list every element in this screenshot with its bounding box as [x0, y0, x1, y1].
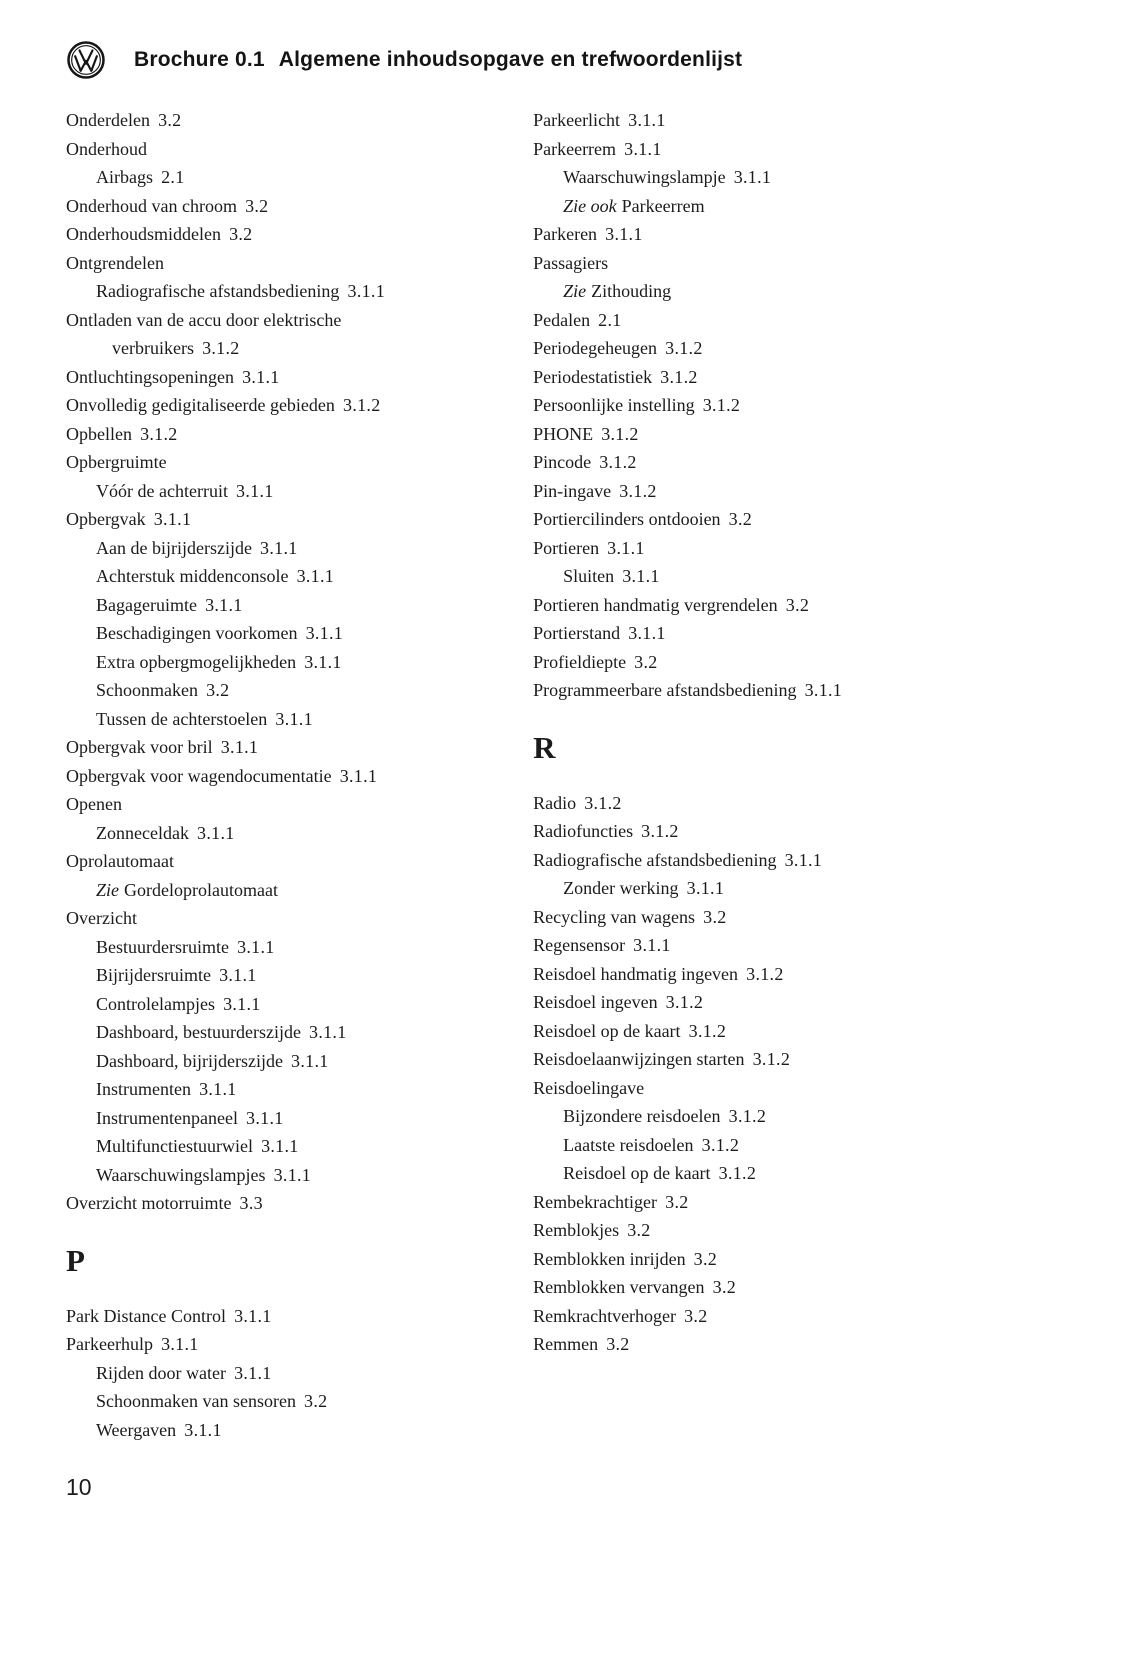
entry-term: Bestuurdersruimte [96, 936, 229, 957]
section-letter: R [533, 729, 556, 765]
entry-term: Laatste reisdoelen [563, 1134, 694, 1155]
entry-section-ref: 3.1.1 [607, 537, 645, 558]
index-entry [66, 363, 531, 392]
entry-section-ref: 3.1.1 [347, 281, 386, 301]
entry-section-ref: 3.1.1 [628, 110, 666, 130]
entry-section-ref: 3.3 [239, 1193, 263, 1213]
vw-logo-icon [66, 40, 106, 80]
entry-term: Ontladen van de accu door elektrische [66, 309, 342, 330]
index-entry [66, 619, 531, 648]
entry-section-ref: 3.1.1 [220, 737, 259, 757]
entry-term: Reisdoel op de kaart [563, 1163, 711, 1183]
index-entry [66, 1047, 531, 1076]
index-entry [66, 847, 531, 876]
entry-term: Remblokjes [533, 1220, 620, 1240]
entry-section-ref: 3.1.1 [605, 224, 643, 244]
entry-term: Portieren handmatig vergrendelen [533, 594, 778, 615]
index-entry [66, 648, 531, 677]
entry-section-ref: 3.2 [728, 509, 753, 529]
index-entry [66, 277, 531, 306]
index-entry [66, 1132, 531, 1161]
entry-section-ref: 3.2 [634, 651, 658, 672]
entry-section-ref: 3.1.1 [339, 765, 378, 786]
entry-term: Overzicht motorruimte [66, 1193, 232, 1213]
entry-term: Sluiten [563, 566, 615, 586]
entry-term: Zonder werking [563, 878, 679, 898]
entry-term: Ontgrendelen [66, 252, 164, 273]
entry-section-ref: 3.2 [304, 1391, 328, 1411]
index-entry [533, 1017, 1092, 1046]
entry-term: Periodegeheugen [533, 338, 658, 358]
entry-term: Gordeloprolautomaat [124, 879, 278, 900]
entry-term: Radiografische afstandsbediening [533, 849, 777, 870]
entry-term: Waarschuwingslampje [563, 167, 726, 187]
index-entry [533, 1102, 1092, 1131]
index-entry [66, 790, 531, 819]
entry-section-ref: 3.1.1 [275, 708, 313, 729]
entry-term: Parkeerlicht [533, 110, 621, 130]
entry-term: Rijden door water [96, 1362, 226, 1383]
entry-section-ref: 3.2 [693, 1248, 718, 1269]
entry-term: Remkrachtverhoger [533, 1305, 677, 1326]
entry-term: Reisdoel handmatig ingeven [533, 963, 739, 984]
index-entry [66, 220, 531, 249]
entry-section-ref: 3.1.2 [601, 423, 639, 444]
entry-term: Pin-ingave [533, 480, 612, 501]
entry-section-ref: 3.1.1 [304, 651, 342, 672]
entry-term: Tussen de achterstoelen [96, 708, 268, 729]
entry-term: Schoonmaken van sensoren [96, 1391, 296, 1411]
entry-section-ref: 3.1.1 [309, 1022, 347, 1042]
entry-term: Controlelampjes [96, 993, 215, 1014]
index-entry [533, 960, 1092, 989]
entry-section-ref: 3.1.1 [223, 993, 261, 1014]
entry-term: Instrumenten [96, 1079, 191, 1099]
entry-section-ref: 3.1.2 [140, 423, 178, 444]
entry-term: Park Distance Control [66, 1305, 226, 1326]
entry-term: Pedalen [533, 309, 591, 330]
entry-section-ref: 3.1.1 [153, 509, 192, 529]
entry-term: Recycling van wagens [533, 906, 696, 927]
index-entry [533, 505, 1092, 534]
entry-term: Onderhoud [66, 138, 147, 159]
entry-term: Parkeren [533, 224, 598, 244]
cross-reference-prefix: Zie [96, 879, 120, 900]
index-entry [533, 534, 1092, 563]
index-entry [66, 334, 531, 363]
entry-section-ref: 3.1.2 [701, 1134, 740, 1155]
entry-term: Vóór de achterruit [96, 480, 228, 501]
entry-section-ref: 3.1.1 [242, 366, 280, 387]
entry-term: Beschadigingen voorkomen [96, 623, 298, 643]
entry-term: Remmen [533, 1334, 599, 1354]
entry-section-ref: 3.1.1 [273, 1164, 312, 1185]
index-entry [533, 591, 1092, 620]
entry-term: Parkeerrem [621, 195, 705, 216]
page-header [66, 40, 1082, 80]
entry-term: Onderdelen [66, 110, 150, 130]
index-entry [66, 676, 531, 705]
entry-term: Weergaven [96, 1419, 177, 1440]
entry-term: Achterstuk middenconsole [96, 566, 289, 586]
index-entry [533, 562, 1092, 591]
index-entry [66, 961, 531, 990]
index-entry [66, 192, 531, 221]
entry-section-ref: 3.1.1 [205, 594, 243, 615]
index-entry [533, 1245, 1092, 1274]
index-entry [66, 591, 531, 620]
entry-term: Dashboard, bijrijderszijde [96, 1050, 283, 1071]
entry-section-ref: 3.1.1 [291, 1050, 329, 1071]
cross-reference-prefix: Zie [563, 281, 587, 301]
index-entry [533, 192, 1092, 221]
index-entry [66, 819, 531, 848]
index-entry [66, 477, 531, 506]
entry-section-ref: 3.1.1 [624, 138, 662, 159]
entry-section-ref: 3.1.2 [599, 452, 637, 472]
entry-section-ref: 3.2 [665, 1191, 689, 1212]
index-entry [533, 846, 1092, 875]
entry-term: Opbergvak voor wagendocumentatie [66, 765, 332, 786]
entry-term: Openen [66, 794, 122, 814]
entry-section-ref: 3.1.1 [804, 680, 843, 700]
index-entry [66, 106, 531, 135]
index-entry [533, 1216, 1092, 1245]
entry-section-ref: 3.1.2 [660, 366, 698, 387]
entry-term: verbruikers [112, 338, 194, 358]
index-entry [66, 163, 531, 192]
entry-section-ref: 3.1.1 [184, 1419, 222, 1440]
entry-term: Periodestatistiek [533, 366, 653, 387]
entry-term: Aan de bijrijderszijde [96, 537, 252, 558]
entry-section-ref: 3.1.2 [343, 395, 381, 415]
entry-section-ref: 3.2 [627, 1220, 651, 1240]
entry-section-ref: 3.1.2 [718, 1163, 757, 1183]
index-column-right [533, 106, 1092, 1444]
index-entry [66, 1330, 531, 1359]
entry-term: Portieren [533, 537, 600, 558]
index-entry [533, 648, 1092, 677]
entry-section-ref: 3.2 [229, 224, 253, 244]
entry-term: Programmeerbare afstandsbediening [533, 680, 797, 700]
entry-section-ref: 3.1.2 [665, 992, 704, 1012]
entry-term: Waarschuwingslampjes [96, 1164, 266, 1185]
index-column-left [66, 106, 531, 1444]
entry-section-ref: 3.1.2 [619, 480, 657, 501]
entry-term: Parkeerhulp [66, 1334, 153, 1354]
index-entry [533, 334, 1092, 363]
entry-section-ref: 3.1.1 [234, 1305, 272, 1326]
entry-term: Overzicht [66, 908, 137, 928]
entry-term: Instrumentenpaneel [96, 1107, 238, 1128]
entry-term: Oprolautomaat [66, 851, 174, 871]
index-entry [533, 249, 1092, 278]
entry-term: PHONE [533, 423, 594, 444]
entry-section-ref: 3.1.1 [633, 935, 671, 955]
document-title: Algemene inhoudsopgave en trefwoordenlijst [278, 48, 743, 71]
index-entry [66, 1189, 531, 1218]
index-entry [66, 391, 531, 420]
entry-term: Opbergruimte [66, 452, 167, 472]
index-entry [533, 1074, 1092, 1103]
page-title [134, 48, 742, 72]
section-letter: P [66, 1242, 85, 1278]
entry-section-ref: 3.1.1 [305, 623, 344, 643]
entry-term: Portiercilinders ontdooien [533, 509, 721, 529]
index-entry [66, 990, 531, 1019]
entry-term: Ontluchtingsopeningen [66, 366, 234, 387]
entry-section-ref: 3.1.1 [197, 822, 235, 843]
index-entry [533, 619, 1092, 648]
entry-term: Airbags [96, 167, 153, 187]
index-entry [533, 1273, 1092, 1302]
entry-section-ref: 3.2 [206, 680, 230, 700]
entry-term: Schoonmaken [96, 680, 198, 700]
index-entry [533, 1188, 1092, 1217]
entry-section-ref: 3.1.2 [702, 395, 741, 415]
entry-term: Onderhoudsmiddelen [66, 224, 221, 244]
index-entry [66, 534, 531, 563]
index-entry [533, 306, 1092, 335]
entry-section-ref: 3.1.2 [202, 338, 240, 358]
index-entry [533, 1045, 1092, 1074]
entry-term: Parkeerrem [533, 138, 617, 159]
entry-section-ref: 3.1.1 [784, 849, 823, 870]
entry-term: Extra opbergmogelijkheden [96, 651, 297, 672]
entry-section-ref: 3.1.1 [296, 566, 335, 586]
entry-section-ref: 3.1.1 [628, 623, 666, 643]
index-entry [533, 477, 1092, 506]
document-reference: Brochure 0.1 [134, 48, 265, 71]
cross-reference-prefix: Zie ook [563, 195, 617, 216]
entry-section-ref: 2.1 [598, 309, 622, 330]
entry-section-ref: 3.2 [245, 195, 269, 216]
index-entry [533, 676, 1092, 705]
entry-section-ref: 3.1.1 [237, 936, 275, 957]
entry-section-ref: 3.1.1 [686, 878, 725, 898]
entry-term: Regensensor [533, 935, 626, 955]
index-entry [66, 876, 531, 905]
entry-term: Portierstand [533, 623, 621, 643]
entry-section-ref: 3.1.1 [234, 1362, 272, 1383]
entry-section-ref: 3.1.1 [622, 566, 660, 586]
index-entry [66, 1018, 531, 1047]
entry-section-ref: 3.1.1 [199, 1079, 237, 1099]
index-entry [533, 874, 1092, 903]
index-entry [533, 420, 1092, 449]
index-entry [66, 733, 531, 762]
entry-term: Profieldiepte [533, 651, 627, 672]
entry-term: Pincode [533, 452, 592, 472]
index-entry [66, 306, 531, 335]
index-entry [66, 705, 531, 734]
index-entry [533, 220, 1092, 249]
index-entry [66, 420, 531, 449]
entry-term: Persoonlijke instelling [533, 395, 695, 415]
entry-section-ref: 3.2 [606, 1334, 630, 1354]
entry-term: Reisdoelaanwijzingen starten [533, 1049, 745, 1069]
entry-term: Reisdoel op de kaart [533, 1020, 681, 1041]
entry-term: Reisdoel ingeven [533, 992, 658, 1012]
entry-term: Bijzondere reisdoelen [563, 1106, 721, 1126]
entry-section-ref: 3.2 [684, 1305, 708, 1326]
index-entry [66, 448, 531, 477]
index-entry [533, 106, 1092, 135]
entry-term: Opbergvak [66, 509, 146, 529]
entry-section-ref: 3.1.1 [260, 537, 298, 558]
entry-section-ref: 3.1.2 [584, 792, 622, 813]
entry-term: Multifunctiestuurwiel [96, 1136, 253, 1156]
entry-term: Opbergvak voor bril [66, 737, 213, 757]
index-entry [66, 1302, 531, 1331]
entry-term: Radiofuncties [533, 821, 634, 841]
entry-section-ref: 3.1.2 [746, 963, 784, 984]
entry-section-ref: 3.1.2 [665, 338, 703, 358]
entry-term: Rembekrachtiger [533, 1191, 658, 1212]
entry-section-ref: 3.1.1 [733, 167, 772, 187]
index-entry [66, 249, 531, 278]
entry-term: Zithouding [591, 281, 672, 301]
entry-term: Remblokken vervangen [533, 1277, 705, 1297]
entry-term: Reisdoelingave [533, 1077, 645, 1098]
index-columns [66, 106, 1092, 1444]
entry-term: Passagiers [533, 252, 609, 273]
entry-section-ref: 3.1.1 [161, 1334, 199, 1354]
entry-term: Onderhoud van chroom [66, 195, 237, 216]
index-entry [533, 1159, 1092, 1188]
index-entry [533, 1302, 1092, 1331]
entry-section-ref: 3.1.2 [688, 1020, 727, 1041]
entry-section-ref: 2.1 [161, 167, 185, 187]
entry-term: Radiografische afstandsbediening [96, 281, 340, 301]
index-entry [533, 163, 1092, 192]
index-entry [533, 277, 1092, 306]
entry-section-ref: 3.2 [785, 594, 810, 615]
entry-section-ref: 3.2 [712, 1277, 737, 1297]
index-entry [533, 363, 1092, 392]
index-entry [66, 933, 531, 962]
entry-section-ref: 3.1.1 [246, 1107, 284, 1128]
index-entry [66, 1387, 531, 1416]
index-entry [66, 1075, 531, 1104]
entry-section-ref: 3.1.1 [261, 1136, 299, 1156]
index-entry [66, 1104, 531, 1133]
index-entry [66, 135, 531, 164]
entry-section-ref: 3.1.2 [752, 1049, 791, 1069]
entry-section-ref: 3.2 [703, 906, 727, 927]
index-entry [533, 789, 1092, 818]
entry-section-ref: 3.1.2 [641, 821, 679, 841]
index-entry [66, 505, 531, 534]
entry-term: Zonneceldak [96, 822, 189, 843]
index-entry [533, 817, 1092, 846]
entry-term: Opbellen [66, 423, 132, 444]
index-entry [66, 1359, 531, 1388]
entry-term: Bijrijdersruimte [96, 965, 211, 985]
index-entry [533, 988, 1092, 1017]
entry-term: Bagageruimte [96, 594, 197, 615]
index-entry [533, 391, 1092, 420]
index-entry [66, 562, 531, 591]
page-number: 10 [66, 1474, 92, 1500]
index-entry [533, 135, 1092, 164]
entry-section-ref: 3.2 [158, 110, 182, 130]
index-entry [533, 1330, 1092, 1359]
index-entry [533, 931, 1092, 960]
entry-section-ref: 3.1.1 [236, 480, 274, 501]
index-entry [66, 1416, 531, 1445]
index-entry [66, 762, 531, 791]
index-entry [533, 903, 1092, 932]
entry-term: Onvolledig gedigitaliseerde gebieden [66, 395, 335, 415]
index-entry [533, 1131, 1092, 1160]
entry-section-ref: 3.1.2 [728, 1106, 767, 1126]
entry-term: Radio [533, 792, 577, 813]
entry-term: Dashboard, bestuurderszijde [96, 1022, 301, 1042]
entry-section-ref: 3.1.1 [219, 965, 257, 985]
entry-term: Remblokken inrijden [533, 1248, 686, 1269]
index-entry [66, 904, 531, 933]
index-entry [66, 1161, 531, 1190]
index-entry [533, 448, 1092, 477]
